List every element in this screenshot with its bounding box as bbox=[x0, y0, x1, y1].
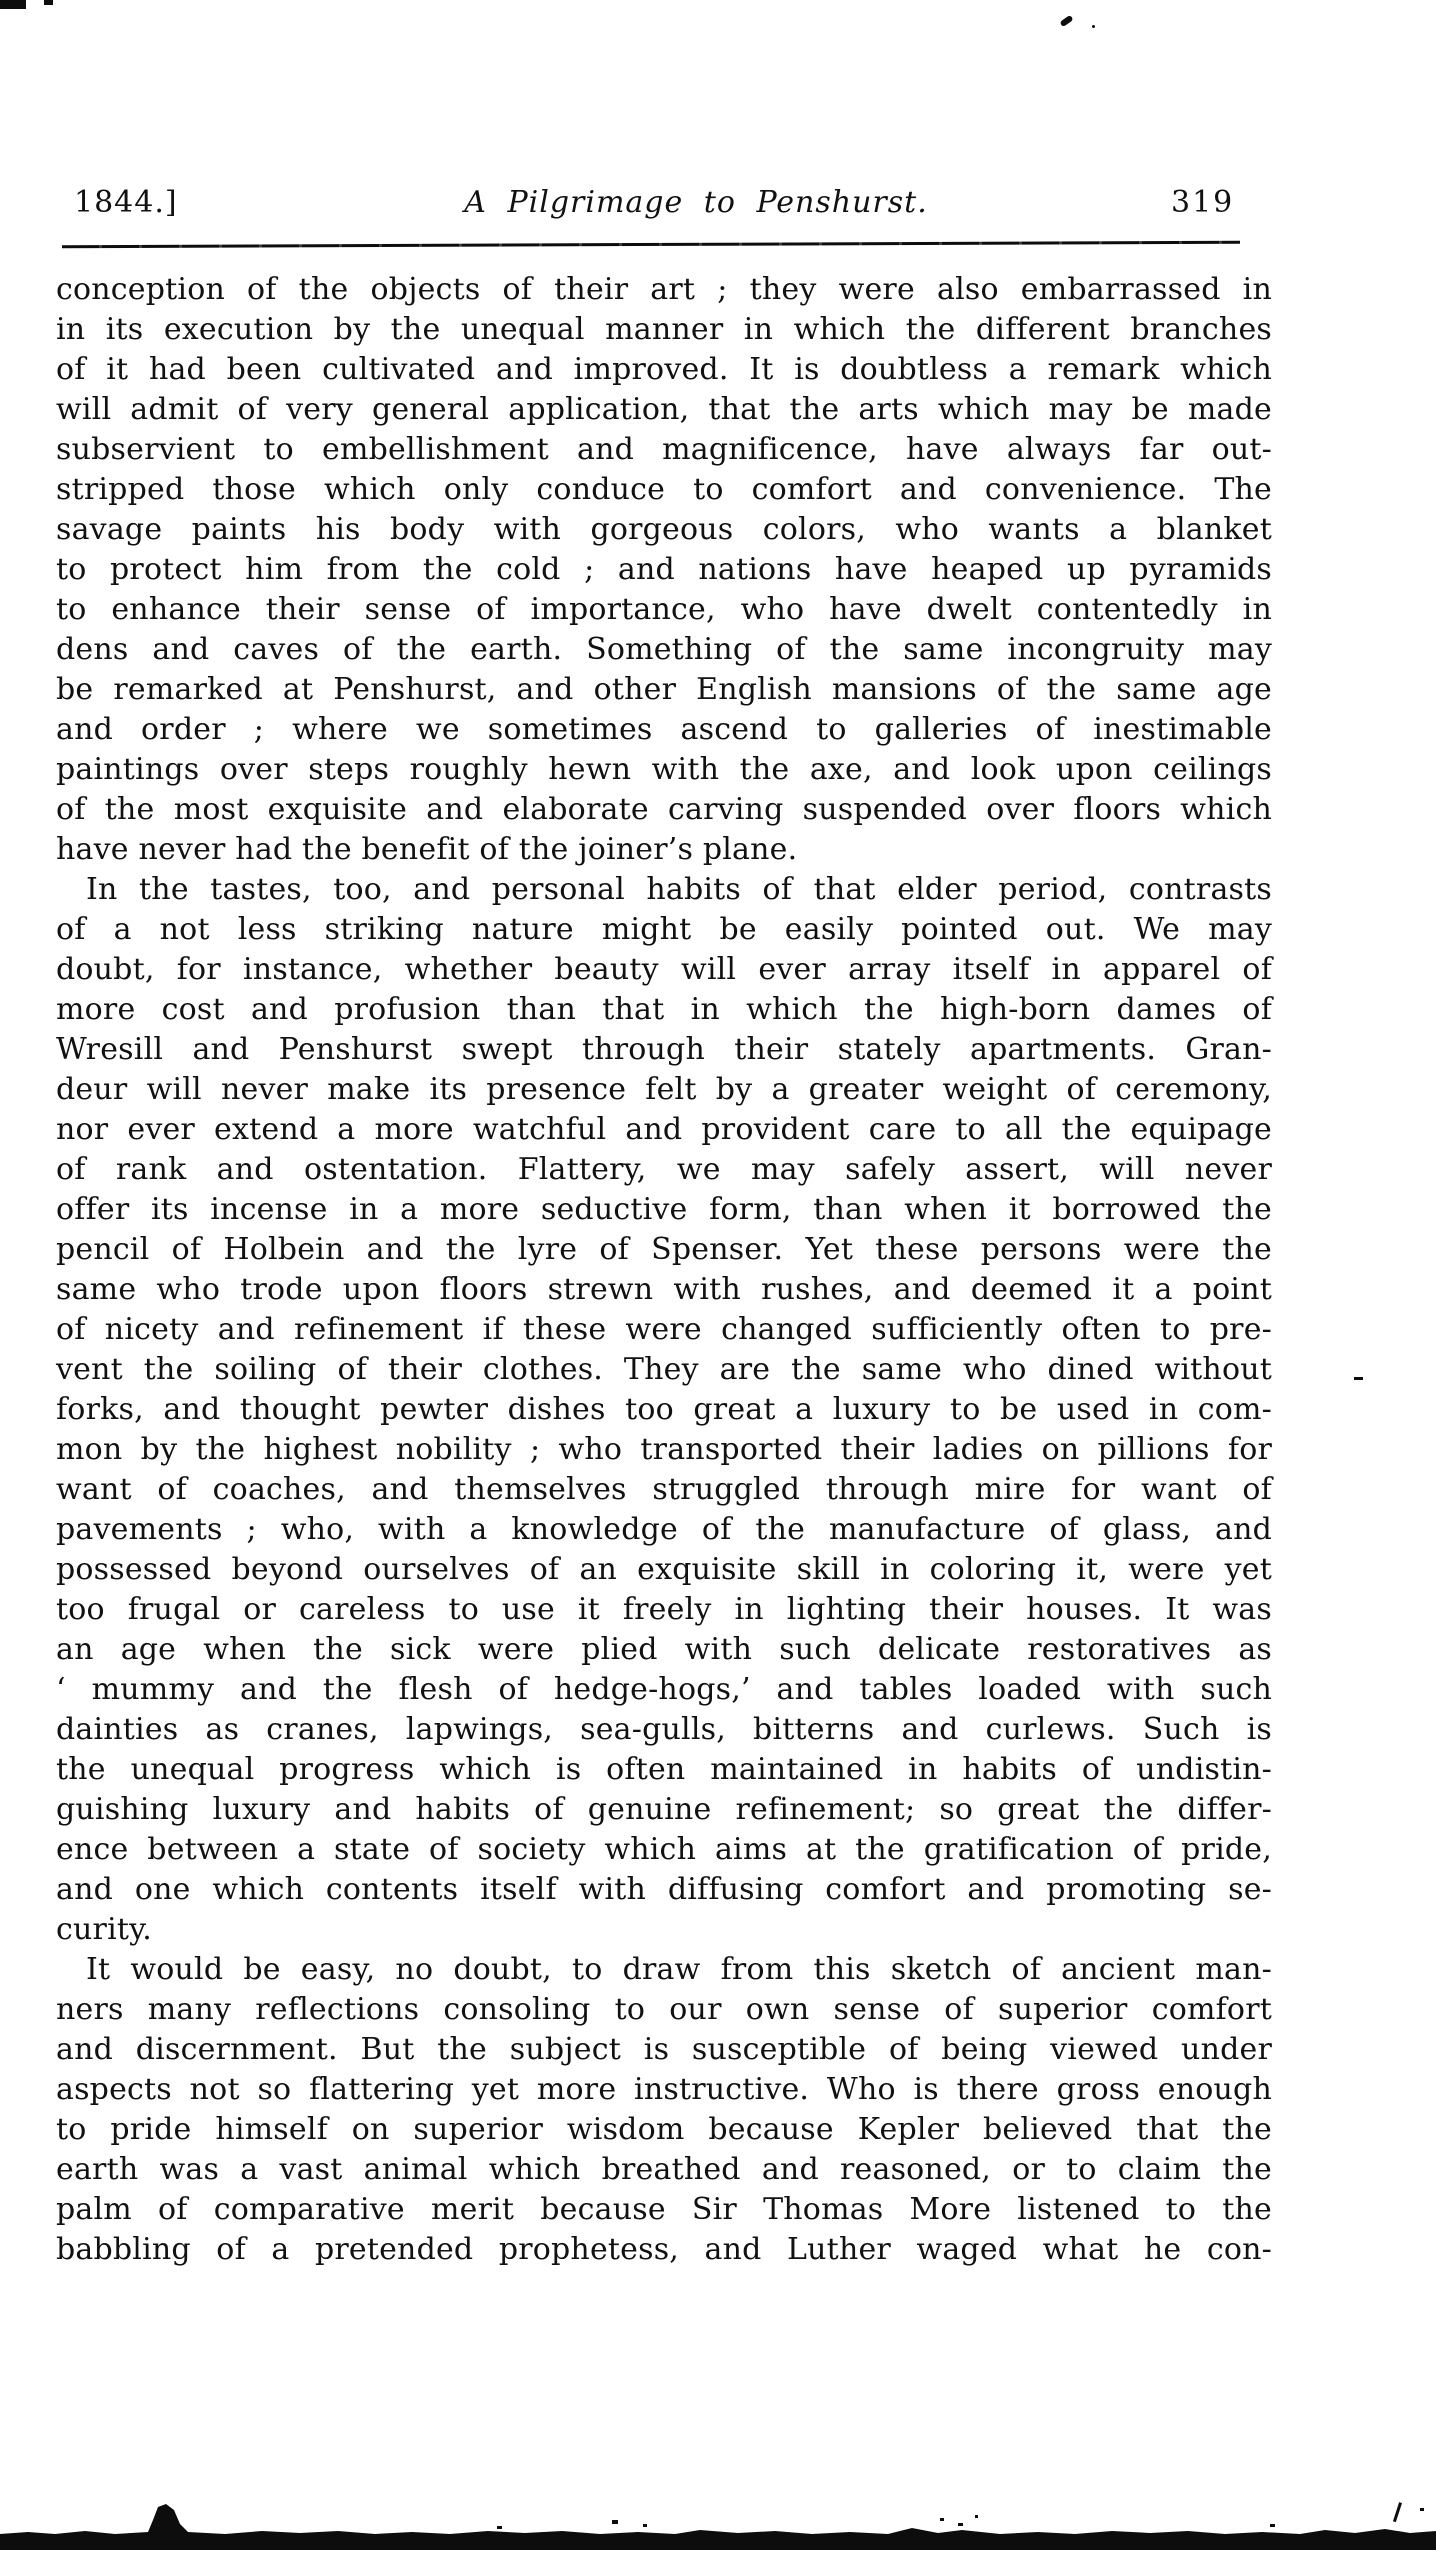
torn-page-edge bbox=[0, 2490, 1436, 2550]
text-line: pavements ; who, with a knowledge of the manufacture of glass, and bbox=[56, 1512, 1272, 1547]
text-line: subservient to embellishment and magnificence, have always far out- bbox=[56, 432, 1272, 467]
running-head bbox=[56, 182, 1272, 224]
text-line: doubt, for instance, whether beauty will ever array itself in apparel of bbox=[56, 952, 1272, 987]
text-line: the unequal progress which is often maintained in habits of undistin- bbox=[56, 1752, 1272, 1787]
text-line: earth was a vast animal which breathed and reasoned, or to claim the bbox=[56, 2152, 1272, 2187]
text-line: too frugal or careless to use it freely in lighting their houses. It was bbox=[56, 1592, 1272, 1627]
page-body bbox=[56, 270, 1272, 2270]
text-line: and discernment. But the subject is susceptible of being viewed under bbox=[56, 2032, 1272, 2067]
text-line: be remarked at Penshurst, and other English mansions of the same age bbox=[56, 672, 1272, 707]
text-line: guishing luxury and habits of genuine refinement; so great the differ- bbox=[56, 1792, 1272, 1827]
scan-speck bbox=[1354, 1377, 1363, 1380]
text-line: more cost and profusion than that in which the high-born dames of bbox=[56, 992, 1272, 1027]
text-line: to protect him from the cold ; and nations have heaped up pyramids bbox=[56, 552, 1272, 587]
scan-speck bbox=[1092, 25, 1095, 28]
text-line: savage paints his body with gorgeous colors, who wants a blanket bbox=[56, 512, 1272, 547]
header-date: 1844.] bbox=[74, 185, 178, 220]
text-line: palm of comparative merit because Sir Thomas More listened to the bbox=[56, 2192, 1272, 2227]
text-line: and order ; where we sometimes ascend to galleries of inestimable bbox=[56, 712, 1272, 747]
text-line: mon by the highest nobility ; who transported their ladies on pillions for bbox=[56, 1432, 1272, 1467]
text-line: and one which contents itself with diffusing comfort and promoting se- bbox=[56, 1872, 1272, 1907]
paragraph bbox=[56, 270, 1272, 870]
header-page-number: 319 bbox=[1171, 185, 1235, 220]
text-line: conception of the objects of their art ; they were also embarrassed in bbox=[56, 272, 1272, 307]
text-line: to pride himself on superior wisdom because Kepler believed that the bbox=[56, 2112, 1272, 2147]
text-line: paintings over steps roughly hewn with the axe, and look upon ceilings bbox=[56, 752, 1272, 787]
text-line: in its execution by the unequal manner in which the different branches bbox=[56, 312, 1272, 347]
text-line: deur will never make its presence felt by a greater weight of ceremony, bbox=[56, 1072, 1272, 1107]
text-line: forks, and thought pewter dishes too great a luxury to be used in com- bbox=[56, 1392, 1272, 1427]
text-line: ence between a state of society which aims at the gratification of pride, bbox=[56, 1832, 1272, 1867]
text-line: vent the soiling of their clothes. They are the same who dined without bbox=[56, 1352, 1272, 1387]
header-title: A Pilgrimage to Penshurst. bbox=[464, 185, 928, 220]
paragraph bbox=[56, 1950, 1272, 2270]
text-line: want of coaches, and themselves struggled through mire for want of bbox=[56, 1472, 1272, 1507]
text-line: of a not less striking nature might be easily pointed out. We may bbox=[56, 912, 1272, 947]
scan-speck bbox=[1059, 15, 1073, 27]
text-line: dainties as cranes, lapwings, sea-gulls, bitterns and curlews. Such is bbox=[56, 1712, 1272, 1747]
text-line: It would be easy, no doubt, to draw from this sketch of ancient man- bbox=[86, 1952, 1272, 1987]
text-line: aspects not so flattering yet more instructive. Who is there gross enough bbox=[56, 2072, 1272, 2107]
scan-blot bbox=[44, 0, 53, 5]
text-line: of rank and ostentation. Flattery, we may safely assert, will never bbox=[56, 1152, 1272, 1187]
text-line: have never had the benefit of the joiner’s plane. bbox=[56, 832, 798, 867]
header-rule bbox=[62, 241, 1240, 249]
text-line: of the most exquisite and elaborate carving suspended over floors which bbox=[56, 792, 1272, 827]
text-line: babbling of a pretended prophetess, and Luther waged what he con- bbox=[56, 2232, 1272, 2267]
text-line: pencil of Holbein and the lyre of Spenser. Yet these persons were the bbox=[56, 1232, 1272, 1267]
text-line: offer its incense in a more seductive form, than when it borrowed the bbox=[56, 1192, 1272, 1227]
text-line: ners many reflections consoling to our own sense of superior comfort bbox=[56, 1992, 1272, 2027]
text-line: curity. bbox=[56, 1912, 153, 1947]
text-line: ‘ mummy and the flesh of hedge-hogs,’ and tables loaded with such bbox=[56, 1672, 1272, 1707]
text-line: of it had been cultivated and improved. It is doubtless a remark which bbox=[56, 352, 1272, 387]
text-line: Wresill and Penshurst swept through their stately apartments. Gran- bbox=[56, 1032, 1272, 1067]
text-line: an age when the sick were plied with such delicate restoratives as bbox=[56, 1632, 1272, 1667]
text-line: to enhance their sense of importance, who have dwelt contentedly in bbox=[56, 592, 1272, 627]
text-line: nor ever extend a more watchful and provident care to all the equipage bbox=[56, 1112, 1272, 1147]
text-line: stripped those which only conduce to comfort and convenience. The bbox=[56, 472, 1272, 507]
scan-blot bbox=[0, 0, 26, 9]
text-line: In the tastes, too, and personal habits of that elder period, contrasts bbox=[86, 872, 1272, 907]
paragraph bbox=[56, 870, 1272, 1950]
text-line: possessed beyond ourselves of an exquisite skill in coloring it, were yet bbox=[56, 1552, 1272, 1587]
text-line: of nicety and refinement if these were changed sufficiently often to pre- bbox=[56, 1312, 1272, 1347]
text-line: dens and caves of the earth. Something of the same incongruity may bbox=[56, 632, 1272, 667]
text-line: will admit of very general application, that the arts which may be made bbox=[56, 392, 1272, 427]
text-line: same who trode upon floors strewn with rushes, and deemed it a point bbox=[56, 1272, 1272, 1307]
